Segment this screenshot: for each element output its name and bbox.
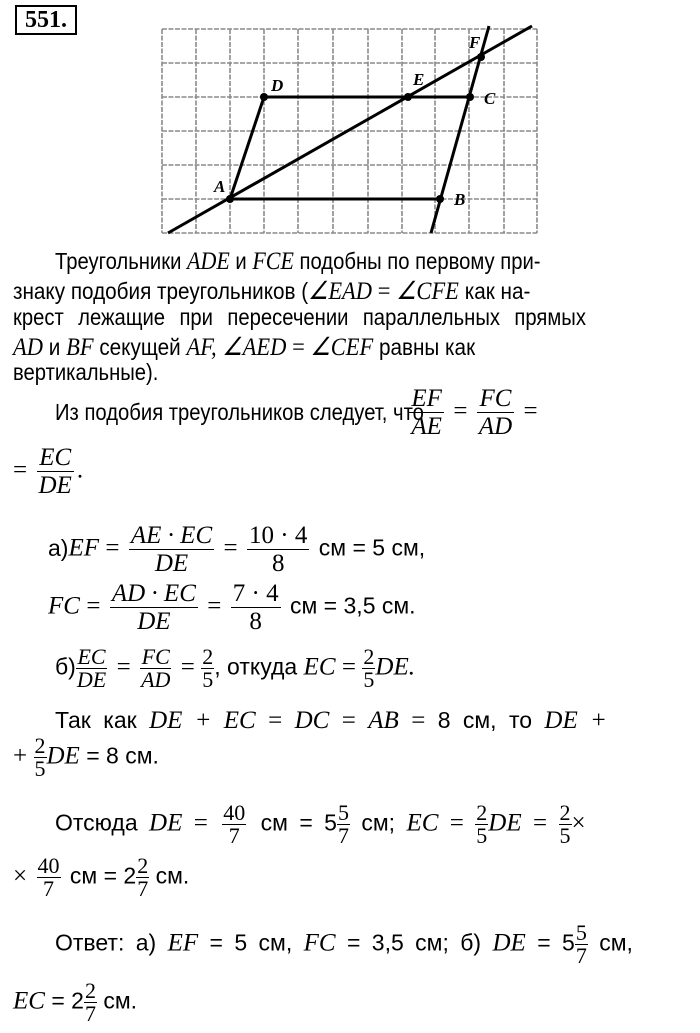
- problem-number: 551.: [15, 5, 77, 35]
- p2-line1: Из подобия треугольников следует, что $\frac{EF}{AE}$ = $\frac{FC}{AD}$ =: [55, 385, 538, 440]
- p1-line2: знаку подобия треугольников (∠EAD = ∠CFE как на-: [13, 278, 531, 305]
- label-B: B: [454, 190, 466, 209]
- part-a-line1: а)EF = $\frac{AE \cdot EC}{DE}$ = $\frac{10 \cdot 4}{8}$ см = 5 см,: [48, 522, 426, 577]
- label-C: C: [484, 89, 496, 108]
- part-b-line2: Так как DE + EC = DC = AB = 8 см, то DE +: [55, 707, 607, 734]
- answer-line1: Ответ: а) EF = 5 см, FC = 3,5 см; б) DE = 5 $\frac{5}{7}$ см,: [55, 920, 633, 968]
- label-E: E: [413, 70, 425, 89]
- answer-line2: EC = 2 $\frac{2}{7}$ см.: [13, 978, 138, 1026]
- p2-line2: = $\frac{EC}{DE}$ .: [13, 444, 84, 499]
- fraction-fc-ad: $\frac{FC}{AD}$: [478, 385, 513, 440]
- geometry-figure: [0, 0, 700, 240]
- fraction-ec-de: $\frac{EC}{DE}$: [38, 444, 72, 499]
- p1-line1: Треугольники ADE и FCE подобны по первому при-: [55, 248, 541, 275]
- p1-line5: вертикальные).: [13, 359, 159, 385]
- label-F: F: [469, 33, 481, 52]
- part-b-line4: Отсюда DE = $\frac{40}{7}$ см = 5 $\frac{5}{7}$ см; EC = $\frac{2}{5}$ DE = $\frac{2}{5}$ ×: [55, 800, 586, 848]
- fraction-ef-ae: $\frac{EF}{AE}$: [411, 385, 442, 440]
- part-b-line1: б) $\frac{EC}{DE}$ = $\frac{FC}{AD}$ = $\frac{2}{5}$ , откуда EC = $\frac{2}{5}$ DE.: [55, 644, 415, 692]
- label-A: A: [214, 177, 226, 196]
- part-b-line3: + $\frac{2}{5}$ DE = 8 см.: [13, 733, 159, 781]
- part-a-line2: FC = $\frac{AD \cdot EC}{DE}$ = $\frac{7 \cdot 4}{8}$ см = 3,5 см.: [48, 580, 416, 635]
- label-D: D: [271, 76, 284, 95]
- p1-line3: крест лежащие при пересечении параллельных прямых: [13, 304, 586, 330]
- part-b-line5: × $\frac{40}{7}$ см = 2 $\frac{2}{7}$ см.: [13, 853, 190, 901]
- p1-line4: AD и BF секущей AF, ∠AED = ∠CEF равны как: [13, 334, 476, 361]
